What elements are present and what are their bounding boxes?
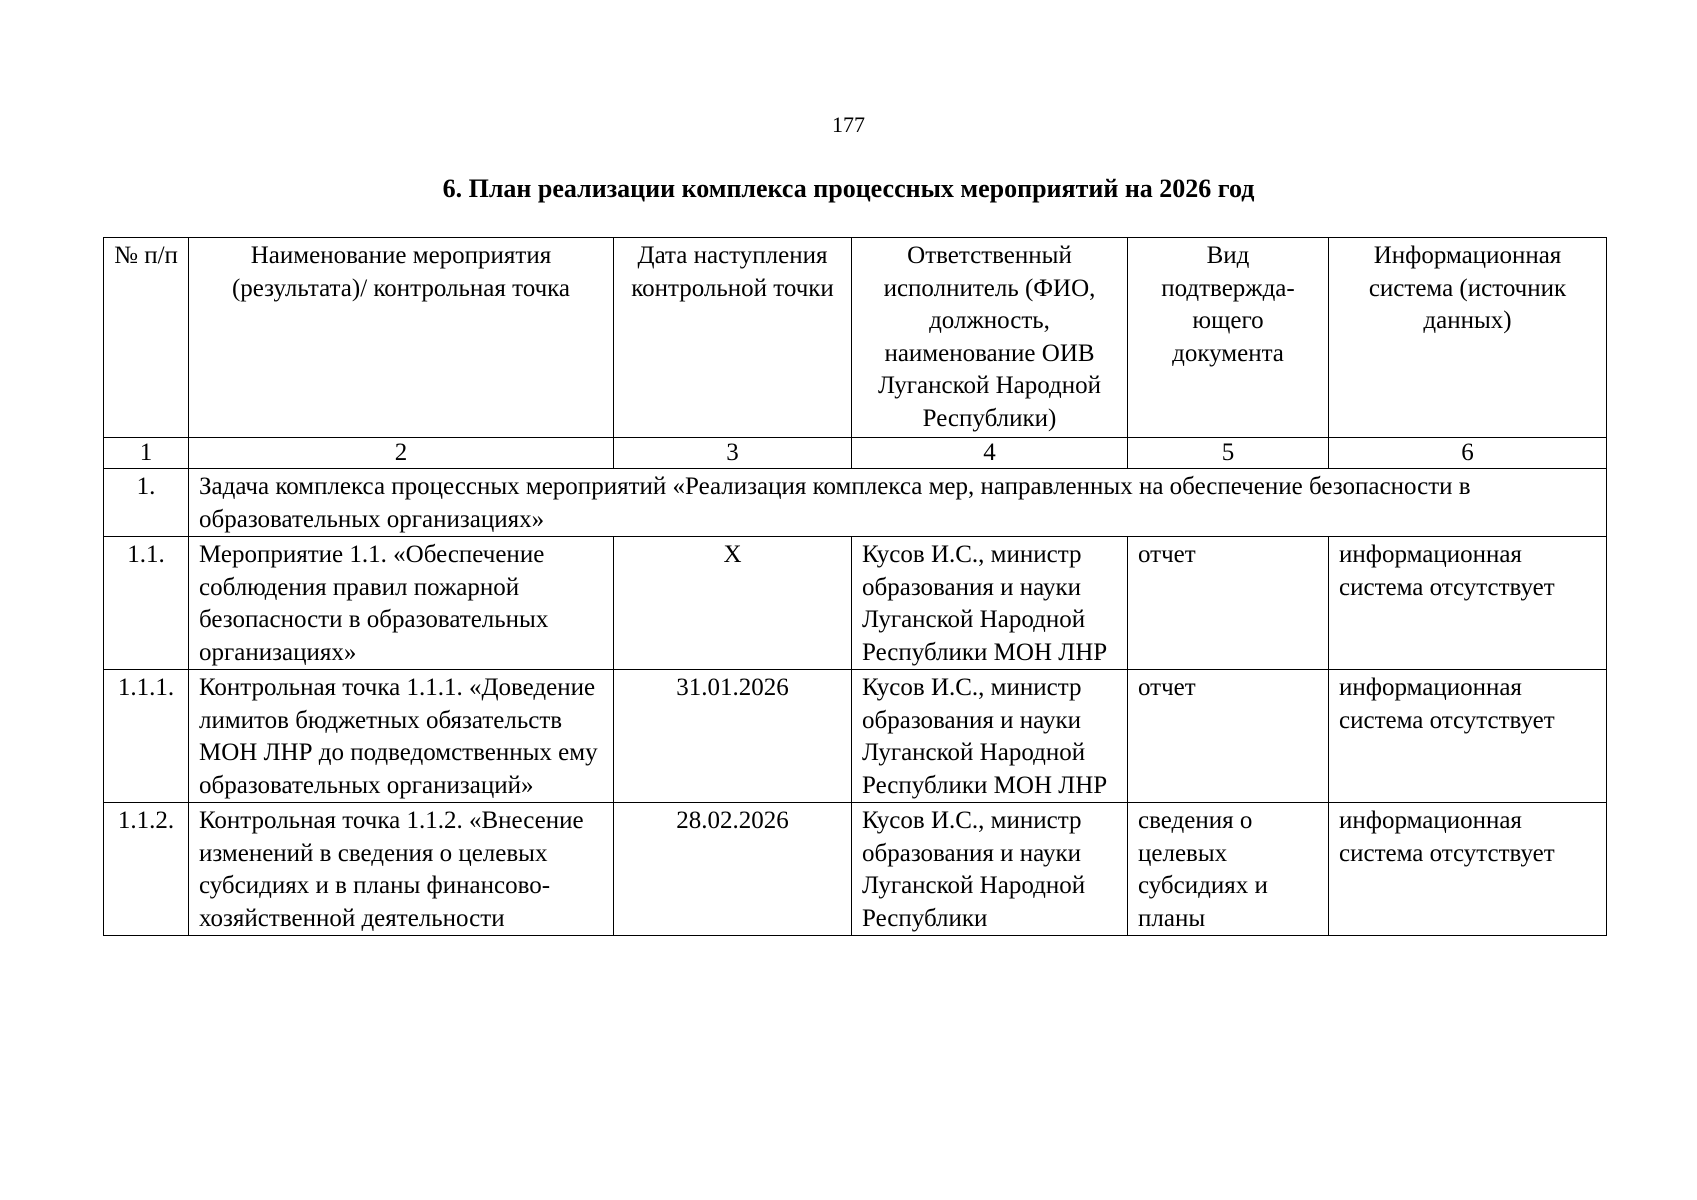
header-cell-info-system: Информационная система (источник данных) (1329, 238, 1607, 438)
header-cell-number: № п/п (104, 238, 189, 438)
header-row (104, 238, 1607, 438)
column-number: 2 (189, 438, 614, 469)
row-name: Мероприятие 1.1. «Обеспечение соблюдения правил пожарной безопасности в образовательных организациях» (189, 537, 614, 670)
row-name: Контрольная точка 1.1.1. «Доведение лимитов бюджетных обязательств МОН ЛНР до подведомственных ему образовательных организаций» (189, 670, 614, 803)
header-cell-date: Дата наступления контрольной точки (614, 238, 852, 438)
row-responsible: Кусов И.С., министр образования и науки Луганской Народной Республики МОН ЛНР (852, 670, 1128, 803)
table-row (104, 803, 1607, 936)
row-doc-type: отчет (1128, 537, 1329, 670)
column-number: 1 (104, 438, 189, 469)
row-responsible: Кусов И.С., министр образования и науки Луганской Народной Республики (852, 803, 1128, 936)
row-number: 1.1.1. (104, 670, 189, 803)
header-cell-responsible: Ответственный исполнитель (ФИО, должность, наименование ОИВ Луганской Народной Республики) (852, 238, 1128, 438)
column-number-row (104, 438, 1607, 469)
row-name: Контрольная точка 1.1.2. «Внесение изменений в сведения о целевых субсидиях и в планы финансово-хозяйственной деятельности (189, 803, 614, 936)
header-cell-name: Наименование мероприятия (результата)/ контрольная точка (189, 238, 614, 438)
table-row (104, 537, 1607, 670)
row-info-system: информационная система отсутствует (1329, 803, 1607, 936)
row-number: 1.1.2. (104, 803, 189, 936)
row-number: 1.1. (104, 537, 189, 670)
task-row (104, 469, 1607, 537)
row-info-system: информационная система отсутствует (1329, 670, 1607, 803)
page-number: 177 (832, 112, 865, 137)
column-number: 3 (614, 438, 852, 469)
row-date: 31.01.2026 (614, 670, 852, 803)
row-doc-type: сведения о целевых субсидиях и планы (1128, 803, 1329, 936)
plan-table (103, 237, 1607, 936)
row-info-system: информационная система отсутствует (1329, 537, 1607, 670)
table-row (104, 670, 1607, 803)
column-number: 5 (1128, 438, 1329, 469)
document-title: 6. План реализации комплекса процессных мероприятий на 2026 год (442, 174, 1255, 203)
row-doc-type: отчет (1128, 670, 1329, 803)
task-number: 1. (104, 469, 189, 537)
row-date: X (614, 537, 852, 670)
row-responsible: Кусов И.С., министр образования и науки Луганской Народной Республики МОН ЛНР (852, 537, 1128, 670)
header-cell-doc-type: Вид подтвержда-ющего документа (1128, 238, 1329, 438)
column-number: 4 (852, 438, 1128, 469)
column-number: 6 (1329, 438, 1607, 469)
row-date: 28.02.2026 (614, 803, 852, 936)
task-text: Задача комплекса процессных мероприятий «Реализация комплекса мер, направленных на обеспечение безопасности в образовательных организациях» (189, 469, 1607, 537)
